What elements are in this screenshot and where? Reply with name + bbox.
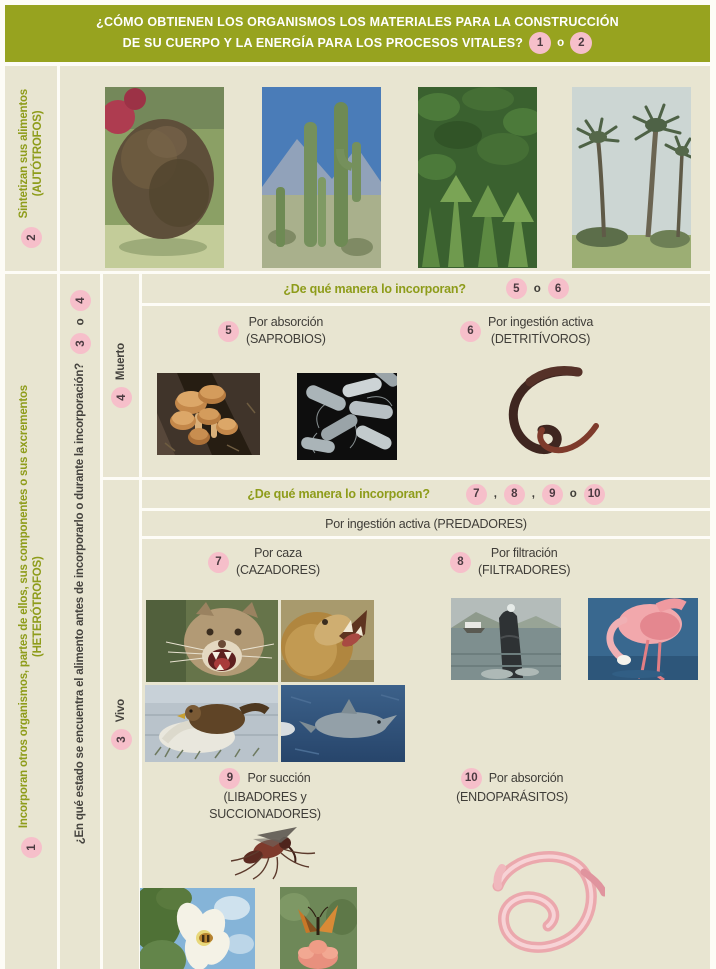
detritivoros-badge: 6 — [460, 321, 481, 342]
dead-question-separator: o — [533, 282, 541, 295]
dead-question-badge-6: 6 — [548, 278, 569, 299]
heterotrophs-badge: 1 — [21, 837, 42, 858]
eagle-prey-photo — [145, 685, 278, 762]
divider — [142, 536, 710, 539]
bush-photo — [105, 87, 224, 268]
heterotrophs-sidebar-label: Incorporan otros organismos, partes de ellos, sus componentes o sus excrementos (HETERÓTROFOS) — [18, 384, 44, 829]
alive-question-separator: o — [569, 488, 577, 500]
flamingo-photo — [588, 598, 698, 680]
autotrophs-sidebar — [5, 66, 57, 271]
header-badge-separator: o — [557, 36, 565, 49]
absorption-saprobios-label — [218, 314, 326, 348]
butterfly-on-flower-photo — [280, 887, 357, 969]
alive-question-badge-8: 8 — [504, 484, 525, 505]
ingestion-detritivoros-label — [460, 314, 593, 348]
saprobios-badge: 5 — [218, 321, 239, 342]
autotrophs-section — [5, 66, 710, 271]
conifer-forest-photo — [418, 87, 537, 268]
state-question-label: ¿En qué estado se encuentra el alimento antes de incorporarlo o durante la incorporación? — [74, 363, 86, 845]
cazadores-line1: Por caza — [254, 546, 302, 560]
state-badge-4: 4 — [70, 290, 91, 311]
saprobios-line2: (SAPROBIOS) — [246, 332, 326, 346]
absorption-endoparasitos-label — [437, 768, 587, 806]
hunting-cazadores-label — [208, 545, 320, 579]
dead-question-label: ¿De qué manera lo incorporan? — [283, 281, 466, 296]
libadores-line2: (LIBADORES y SUCCIONADORES) — [209, 790, 321, 821]
filtradores-badge: 8 — [450, 552, 471, 573]
saprobios-line1: Por absorción — [248, 315, 324, 329]
libadores-line1: Por succión — [247, 771, 311, 785]
filtradores-line1: Por filtración — [490, 546, 558, 560]
divider — [142, 303, 710, 306]
libadores-badge: 9 — [219, 768, 240, 789]
header-badge-1: 1 — [529, 32, 551, 54]
endoparasitos-badge: 10 — [461, 768, 482, 789]
filtering-filtradores-label — [450, 545, 570, 579]
heterotrophs-sidebar — [5, 274, 57, 969]
header-title-line2: DE SU CUERPO Y LA ENERGÍA PARA LOS PROCESOS VITALES? — [122, 35, 524, 50]
mosquito-image — [223, 821, 323, 881]
autotrophs-sidebar-label: Sintetizan sus alimentos (AUTÓTROFOS) — [18, 89, 44, 219]
alive-question-badge-7: 7 — [466, 484, 487, 505]
predators-banner: Por ingestión activa (PREDADORES) — [325, 516, 527, 531]
header-title-line1: ¿CÓMO OBTIENEN LOS ORGANISMOS LOS MATERIALES PARA LA CONSTRUCCIÓN — [96, 15, 619, 29]
cacti-photo — [262, 87, 381, 268]
heterotrophs-section — [5, 274, 710, 969]
alive-question-row — [142, 480, 710, 508]
state-badge-separator: o — [73, 318, 86, 326]
alive-row-header — [103, 480, 139, 969]
mushrooms-photo — [157, 373, 260, 455]
alive-question-comma: , — [531, 488, 535, 500]
endoparasitos-line2: (ENDOPARÁSITOS) — [456, 790, 568, 804]
endoparasitos-line1: Por absorción — [488, 771, 564, 785]
dead-row-header — [103, 274, 139, 477]
detritivoros-line1: Por ingestión activa — [488, 315, 594, 329]
alive-row-label: Vivo — [115, 698, 127, 723]
detritivoros-line2: (DETRITÍVOROS) — [490, 332, 591, 346]
suction-libadores-label — [180, 768, 350, 823]
alive-question-badge-9: 9 — [542, 484, 563, 505]
autotrophs-badge: 2 — [21, 227, 42, 248]
puma-photo — [146, 600, 278, 682]
palm-trees-photo — [572, 87, 691, 268]
whale-photo — [451, 598, 561, 680]
bee-on-flower-photo — [140, 888, 255, 969]
state-question-badges — [70, 290, 91, 354]
shark-photo — [281, 685, 405, 762]
alive-question-badge-10: 10 — [584, 484, 605, 505]
dead-question-badge-5: 5 — [506, 278, 527, 299]
alive-row-badge: 3 — [111, 729, 132, 750]
bacteria-photo — [297, 373, 397, 460]
dead-row-label: Muerto — [115, 342, 127, 381]
state-badge-3: 3 — [70, 333, 91, 354]
cazadores-line2: (CAZADORES) — [236, 563, 320, 577]
dead-row-badge: 4 — [111, 387, 132, 408]
cazadores-badge: 7 — [208, 552, 229, 573]
alive-question-label: ¿De qué manera lo incorporan? — [247, 487, 430, 501]
lion-photo — [281, 600, 374, 682]
parasitic-worm-image — [470, 838, 605, 963]
state-question-sidebar — [60, 274, 100, 969]
earthworm-image — [490, 362, 600, 467]
filtradores-line2: (FILTRADORES) — [478, 563, 571, 577]
divider — [57, 66, 60, 271]
alive-question-comma: , — [493, 488, 497, 500]
main-question-header — [5, 5, 710, 62]
dead-question-row — [142, 274, 710, 303]
header-badge-2: 2 — [570, 32, 592, 54]
